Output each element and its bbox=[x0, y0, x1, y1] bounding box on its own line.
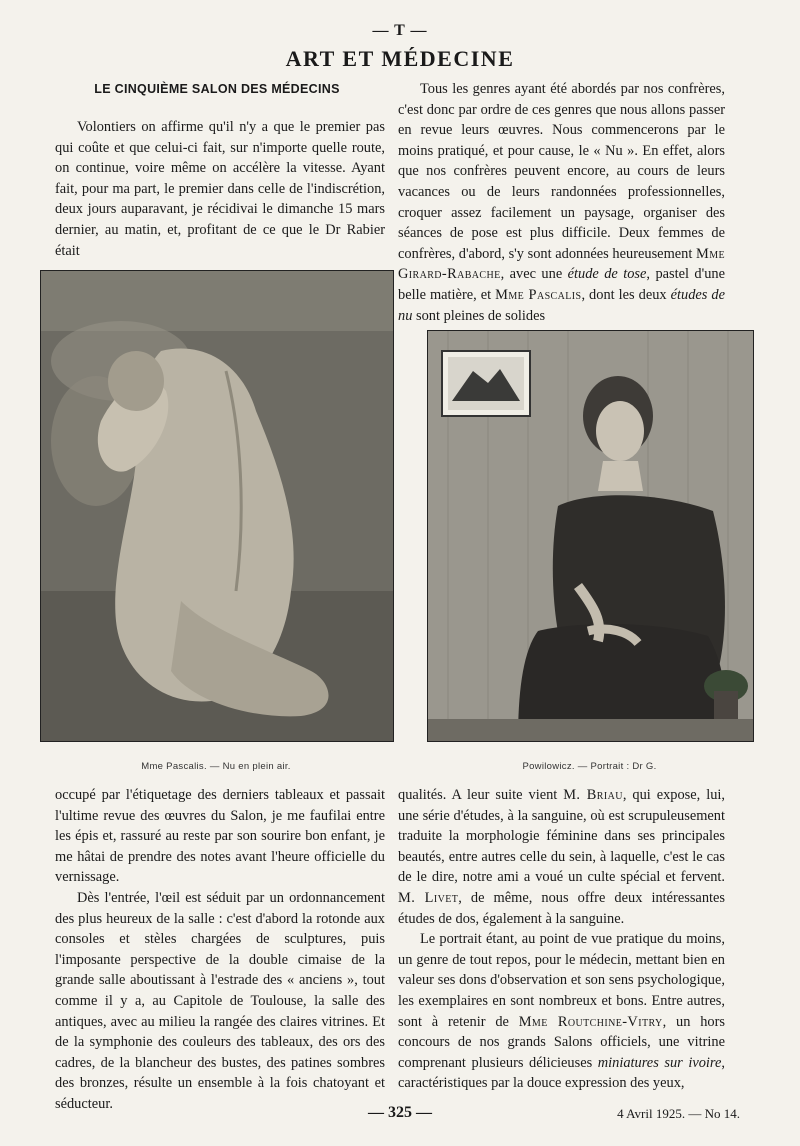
portrait-photo bbox=[427, 330, 754, 742]
artist-name: Mme Pascalis bbox=[495, 286, 582, 303]
column-bottom-left bbox=[55, 785, 385, 1115]
artist-name: M. Livet bbox=[398, 889, 459, 906]
paragraph: Le portrait étant, au point de vue pratique du moins, un genre de tout repos, pour le médecin, mettant bien en valeur ses dons d'observation et son sens psychologique, les exemplaires en sont nombreux et bons. Entre autres, sont à retenir de Mme Routchine-Vitry, un hors concours de nos grands Salons officiels, une vitrine comprenant plusieurs délicieuses miniatures sur ivoire, caractéristiques par la douce expression des yeux, bbox=[398, 931, 725, 1092]
paragraph: Dès l'entrée, l'œil est séduit par un ordonnancement des plus heureux de la salle : c'est d'abord la rotonde aux consoles et stèles chargées de sculptures, puis l'imposante perspective de la double cimaise de la grande salle aboutissant à l'estrade des « anciens », tout comme il y a, au Capitole de Toulouse, la salle des antiques, avec au milieu la rangée des claires vitrines. Et de la symphonie des couleurs des tableaux, des ors des cadres, de la blancheur des bustes, des patines sombres des bronzes, résulte un ensemble à la fois chatoyant et séducteur. bbox=[55, 889, 385, 1112]
artist-name: Mme Routchine-Vitry bbox=[518, 1013, 663, 1030]
artwork-title: étude de tose bbox=[567, 266, 647, 283]
folio-mark: — T — bbox=[372, 22, 428, 39]
column-top-right bbox=[398, 79, 725, 326]
artist-name: M. Briau bbox=[563, 787, 623, 803]
seated-woman-image bbox=[428, 331, 753, 741]
nude-figure-image bbox=[41, 271, 393, 741]
artist-name: Mme Girard-Rabache bbox=[398, 245, 725, 283]
caption-left: Mme Pascalis. — Nu en plein air. bbox=[141, 761, 291, 772]
caption-right: Powilowicz. — Portrait : Dr G. bbox=[522, 761, 657, 772]
artwork-title: miniatures sur ivoire bbox=[597, 1054, 722, 1071]
paragraph: Tous les genres ayant été abordés par nos confrères, c'est donc par ordre de ces genres que nous allons passer en revue leurs œuvres. Nous commencerons par le moins pratiqué, et pour cause, le « Nu ». En effet, alors que nos confrères peuvent encore, au cours de leurs vacances ou de leurs randonnées professionnelles, croquer assez facilement un paysage, organiser des séances de pose est plus difficile. Deux femmes de confrères, d'abord, s'y sont adonnées heureusement Mme Girard-Rabache, avec une étude de tose, pastel d'une belle matière, et Mme Pascalis, dont les deux études de nu sont pleines de solides bbox=[398, 81, 725, 324]
article-title: ART ET MÉDECINE bbox=[285, 46, 515, 71]
artwork-title: études de nu bbox=[398, 286, 725, 324]
paragraph: occupé par l'étiquetage des derniers tableaux et passait l'ultime revue des œuvres du Salon, je me faufilai entre les épis et, rassuré au reste par son sourire bon enfant, je me hâtai de prendre des notes avant l'heure officielle du vernissage. bbox=[55, 787, 385, 886]
paragraph: Volontiers on affirme qu'il n'y a que le premier pas qui coûte et que celui-ci fait, sur n'importe quelle route, on continue, voire même on accélère la vitesse. Ayant fait, pour ma part, le premier dans celle de l'indiscrétion, deux jours auparavant, je récidivai le dimanche 15 mars dernier, au matin, et, profitant de ce que le Dr Rabier était bbox=[55, 119, 385, 259]
article-subtitle: LE CINQUIÈME SALON DES MÉDECINS bbox=[94, 82, 340, 96]
column-top-left bbox=[55, 117, 385, 261]
nude-painting-photo bbox=[40, 270, 394, 742]
paragraph: qualités. A leur suite vient M. Briau, qui expose, lui, une série d'études, à la sanguine, où est scrupuleusement traduite la morphologie féminine dans ses principales beautés, entre autres celle du sein, à laquelle, c'est le cas de le dire, notre ami a voué un culte spécial et fervent. M. Livet, de même, nous offre deux intéressantes études de dos, également à la sanguine. bbox=[398, 787, 726, 927]
column-bottom-right bbox=[398, 785, 725, 1094]
issue-dateline: 4 Avril 1925. — No 14. bbox=[617, 1106, 740, 1121]
page-number: — 325 — bbox=[368, 1104, 432, 1121]
